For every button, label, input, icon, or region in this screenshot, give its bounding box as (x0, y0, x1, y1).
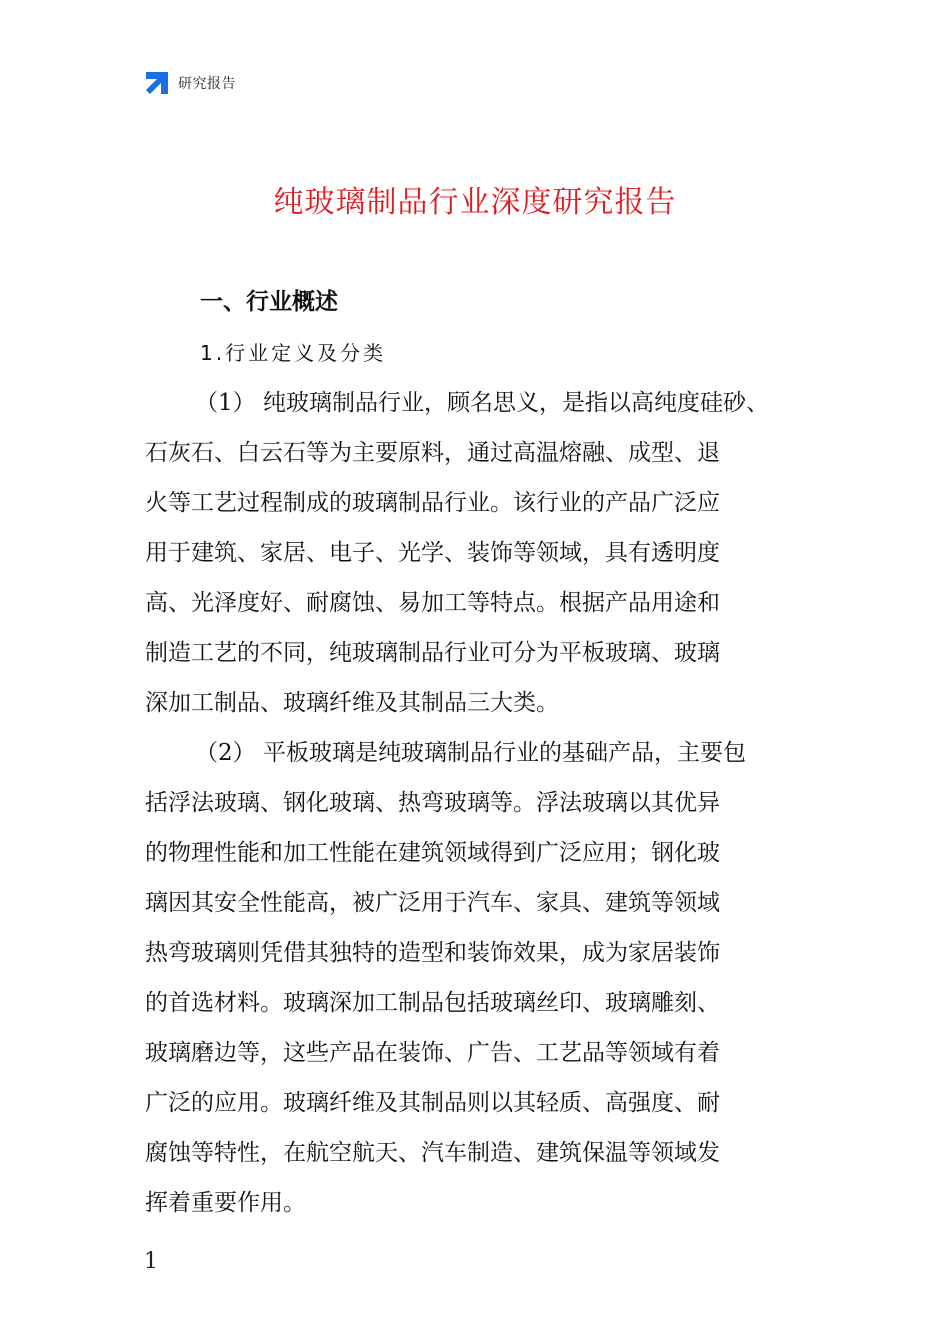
paragraph-2 (145, 728, 815, 1228)
paragraph-1 (145, 378, 815, 728)
section-heading: 一、行业概述 (200, 289, 338, 315)
paragraph-line: （2） 平板玻璃是纯玻璃制品行业的基础产品，主要包 (195, 740, 746, 766)
paragraph-line: 腐蚀等特性，在航空航天、汽车制造、建筑保温等领域发 (145, 1140, 720, 1166)
paragraph-line: 广泛的应用。玻璃纤维及其制品则以其轻质、高强度、耐 (145, 1090, 720, 1116)
paragraph-line: （1） 纯玻璃制品行业，顾名思义，是指以高纯度硅砂、 (195, 390, 769, 416)
document-title: 纯玻璃制品行业深度研究报告 (273, 185, 677, 220)
paragraph-line: 的首选材料。玻璃深加工制品包括玻璃丝印、玻璃雕刻、 (145, 990, 720, 1016)
paragraph-line: 高、光泽度好、耐腐蚀、易加工等特点。根据产品用途和 (145, 590, 720, 616)
header-label: 研究报告 (178, 76, 236, 92)
paragraph-line: 石灰石、白云石等为主要原料，通过高温熔融、成型、退 (145, 440, 720, 466)
subsection-heading: 1.行业定义及分类 (200, 341, 387, 365)
paragraph-line: 挥着重要作用。 (145, 1190, 306, 1216)
paragraph-line: 括浮法玻璃、钢化玻璃、热弯玻璃等。浮法玻璃以其优异 (145, 790, 720, 816)
paragraph-line: 用于建筑、家居、电子、光学、装饰等领域，具有透明度 (145, 540, 720, 566)
paragraph-line: 热弯玻璃则凭借其独特的造型和装饰效果，成为家居装饰 (145, 940, 720, 966)
paragraph-line: 的物理性能和加工性能在建筑领域得到广泛应用；钢化玻 (145, 840, 720, 866)
page-number: 1 (144, 1249, 158, 1274)
paragraph-line: 深加工制品、玻璃纤维及其制品三大类。 (145, 690, 559, 716)
paragraph-line: 火等工艺过程制成的玻璃制品行业。该行业的产品广泛应 (145, 490, 720, 516)
paragraph-line: 璃因其安全性能高，被广泛用于汽车、家具、建筑等领域 (145, 890, 720, 916)
paragraph-line: 玻璃磨边等，这些产品在装饰、广告、工艺品等领域有着 (145, 1040, 720, 1066)
page-header (144, 68, 236, 98)
paragraph-line: 制造工艺的不同，纯玻璃制品行业可分为平板玻璃、玻璃 (145, 640, 720, 666)
arrow-up-right-icon (144, 70, 170, 96)
